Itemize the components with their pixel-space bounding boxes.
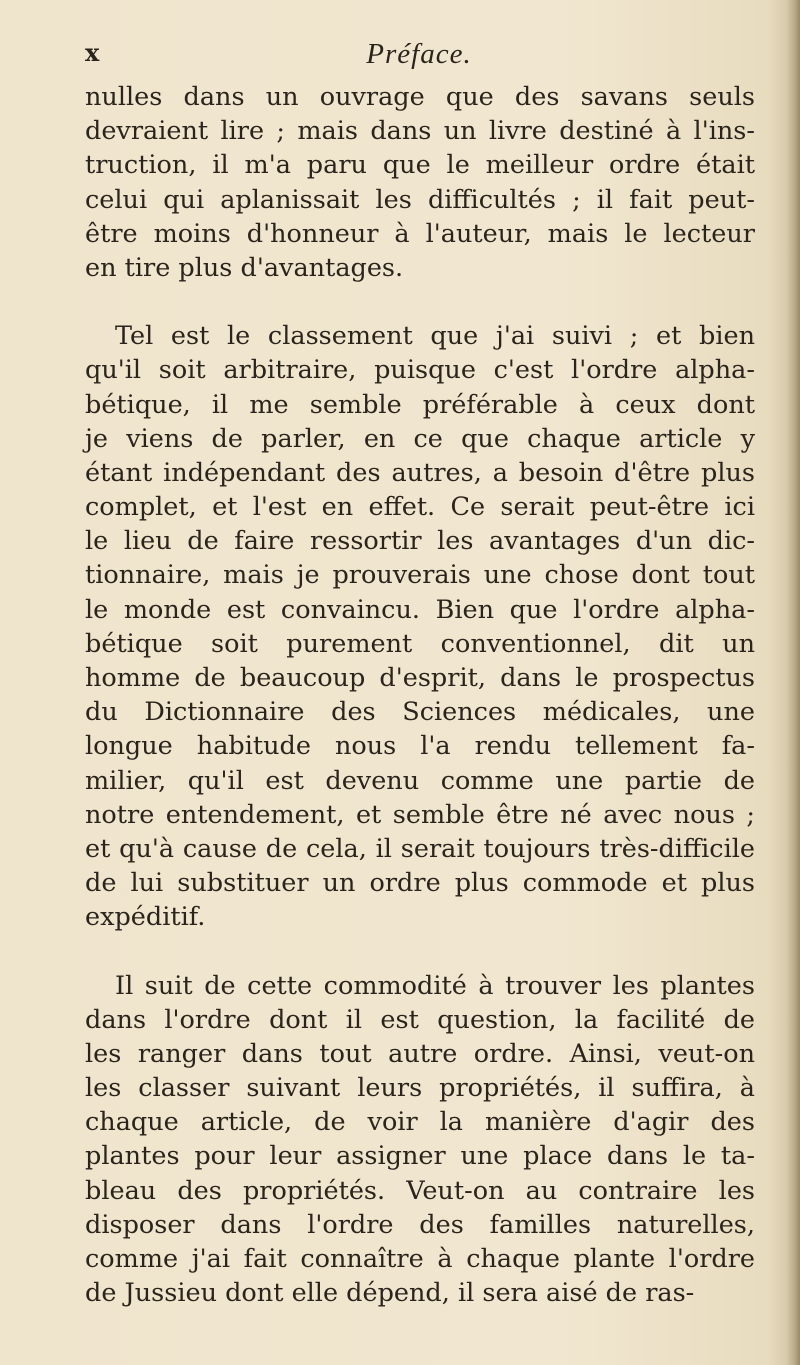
page-edge [786,0,800,1365]
text-line: les ranger dans tout autre ordre. Ainsi, veut-on [85,1038,755,1069]
text-line: nulles dans un ouvrage que des savans seuls [85,82,755,112]
text-line: étant indépendant des autres, a besoin d'être plus [85,457,755,488]
text-line: le lieu de faire ressortir les avantages d'un dic- [85,526,755,557]
text-line: Tel est le classement que j'ai suivi ; et bien [115,321,755,352]
paragraph [85,80,755,285]
text-line: complet, et l'est en effet. Ce serait peut-être ici [85,492,755,523]
text-line: notre entendement, et semble être né avec nous ; [85,799,755,830]
text-line: Il suit de cette commodité à trouver les plantes [115,970,755,1001]
text-line: plantes pour leur assigner une place dans le ta- [85,1141,755,1172]
text-line: les classer suivant leurs propriétés, il suffira, à [85,1073,755,1104]
text-line: bétique, il me semble préférable à ceux dont [85,389,755,420]
text-line: truction, il m'a paru que le meilleur ordre était [85,150,755,181]
text-line: expéditif. [85,902,206,933]
text-line: le monde est convaincu. Bien que l'ordre alpha- [85,594,755,625]
text-line: devraient lire ; mais dans un livre destiné à l'ins- [85,116,755,147]
text-line: celui qui aplanissait les difficultés ; il fait peut- [85,184,755,215]
text-line: en tire plus d'avantages. [85,252,404,283]
paragraph [85,319,755,934]
text-line: de Jussieu dont elle dépend, il sera aisé de ras- [85,1278,695,1309]
page-number: x [85,38,100,67]
text-line: comme j'ai fait connaître à chaque plante l'ordre [85,1244,755,1274]
text-line: homme de beaucoup d'esprit, dans le prospectus [85,663,755,693]
text-line: être moins d'honneur à l'auteur, mais le lecteur [85,218,755,249]
text-line: de lui substituer un ordre plus commode et plus [85,868,755,899]
text-line: chaque article, de voir la manière d'agir des [85,1107,755,1138]
text-line: et qu'à cause de cela, il serait toujours très-difficile [85,833,755,864]
paragraph [85,969,755,1311]
text-line: du Dictionnaire des Sciences médicales, une [85,697,755,728]
page-header [85,38,753,78]
paragraph-gap [85,935,755,969]
text-line: je viens de parler, en ce que chaque article y [85,423,755,454]
text-line: bleau des propriétés. Veut-on au contraire les [85,1175,755,1206]
text-line: qu'il soit arbitraire, puisque c'est l'ordre alpha- [85,355,755,386]
text-line: disposer dans l'ordre des familles naturelles, [85,1209,755,1240]
text-line: milier, qu'il est devenu comme une partie de [85,765,755,796]
text-line: longue habitude nous l'a rendu tellement fa- [85,731,755,762]
paragraph-gap [85,285,755,319]
running-head: Préface. [366,38,472,70]
body-text [85,80,755,1310]
text-line: dans l'ordre dont il est question, la facilité de [85,1004,755,1035]
text-line: bétique soit purement conventionnel, dit un [85,628,755,659]
text-line: tionnaire, mais je prouverais une chose dont tout [85,560,755,591]
